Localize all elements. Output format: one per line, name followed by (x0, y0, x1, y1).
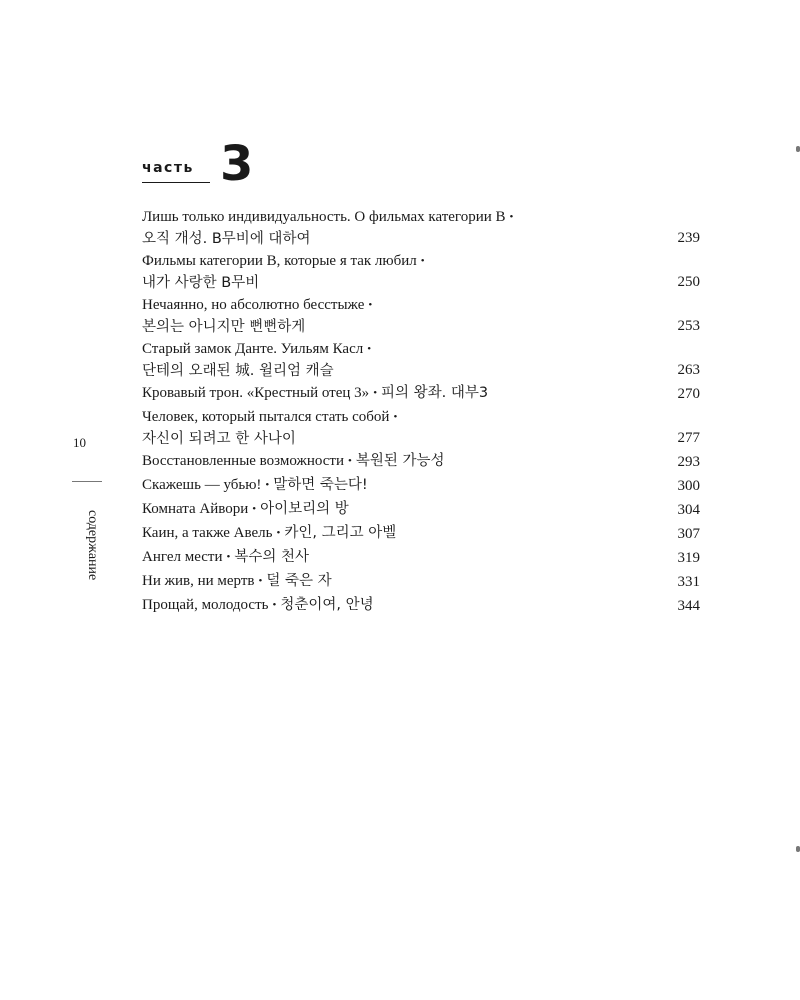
bullet-separator: • (509, 211, 514, 223)
bullet-separator: • (393, 411, 398, 423)
toc-entry (142, 250, 700, 294)
bullet-separator: • (258, 575, 263, 587)
entry-title-korean: 말하면 죽는다! (273, 477, 368, 493)
entry-title-russian: Фильмы категории B, которые я так любил (142, 253, 417, 269)
entry-title (142, 594, 642, 616)
entry-page-number: 331 (677, 574, 700, 590)
entry-title (142, 450, 642, 472)
page-number: 10 (73, 435, 86, 450)
toc-entry (142, 594, 700, 618)
toc-entry (142, 450, 700, 474)
entry-page-number: 239 (677, 230, 700, 246)
entry-page-number: 344 (677, 598, 700, 614)
bullet-separator: • (368, 299, 373, 311)
entry-title-russian: Каин, а также Авель (142, 525, 273, 541)
entry-title-korean: 덜 죽은 자 (266, 573, 332, 589)
entry-page-number: 293 (677, 454, 700, 470)
entry-title-korean: 오직 개성. B무비에 대하여 (142, 231, 311, 247)
entry-title (142, 570, 642, 592)
toc-entry (142, 206, 700, 250)
part-underline (142, 182, 210, 183)
entry-page-number: 304 (677, 502, 700, 518)
entry-title (142, 406, 642, 450)
entry-title (142, 382, 642, 404)
bullet-separator: • (226, 551, 231, 563)
entry-title-russian: Комната Айвори (142, 501, 249, 517)
toc-entry (142, 498, 700, 522)
entry-title-russian: Лишь только индивидуальность. О фильмах категории B (142, 209, 506, 225)
entry-title-korean: 피의 왕좌. 대부3 (381, 385, 489, 401)
part-label: часть (142, 160, 194, 176)
bullet-separator: • (276, 527, 281, 539)
entry-page-number: 277 (677, 430, 700, 446)
entry-title-korean: 자신이 되려고 한 사나이 (142, 431, 296, 447)
toc-entry (142, 382, 700, 406)
entry-page-number: 270 (677, 386, 700, 402)
edge-mark-top (796, 146, 800, 152)
entry-title (142, 546, 642, 568)
toc-entry (142, 546, 700, 570)
toc-entry (142, 338, 700, 382)
entry-page-number: 307 (677, 526, 700, 542)
toc-entry (142, 406, 700, 450)
entry-title-russian: Восстановленные возможности (142, 453, 345, 469)
bullet-separator: • (367, 343, 372, 355)
bullet-separator: • (252, 503, 257, 515)
entry-title-korean: 카인, 그리고 아벨 (284, 525, 397, 541)
bullet-separator: • (348, 455, 352, 467)
entry-title (142, 474, 642, 496)
entry-page-number: 250 (677, 274, 700, 290)
entry-title-russian: Прощай, молодость (142, 597, 269, 613)
part-heading (142, 136, 272, 192)
bullet-separator: • (265, 479, 270, 491)
entry-title-russian: Нечаянно, но абсолютно бесстыже (142, 297, 365, 313)
entry-title (142, 206, 642, 250)
entry-title-russian: Ангел мести (142, 549, 223, 565)
table-of-contents (142, 206, 700, 618)
margin-divider (72, 481, 102, 482)
entry-page-number: 253 (677, 318, 700, 334)
entry-page-number: 263 (677, 362, 700, 378)
entry-title-korean: 복수의 천사 (234, 549, 309, 565)
entry-title (142, 522, 642, 544)
entry-title-korean: 본의는 아니지만 뻔뻔하게 (142, 319, 306, 335)
edge-mark-bottom (796, 846, 800, 852)
bullet-separator: • (420, 255, 425, 267)
toc-entry (142, 294, 700, 338)
bullet-separator: • (373, 387, 378, 399)
entry-title (142, 338, 642, 382)
entry-title-korean: 복원된 가능성 (355, 453, 445, 469)
entry-title-russian: Кровавый трон. «Крестный отец 3» (142, 385, 370, 401)
entry-title (142, 250, 642, 294)
entry-page-number: 300 (677, 478, 700, 494)
entry-page-number: 319 (677, 550, 700, 566)
entry-title (142, 498, 642, 520)
toc-entry (142, 570, 700, 594)
entry-title-russian: Старый замок Данте. Уильям Касл (142, 341, 364, 357)
entry-title (142, 294, 642, 338)
entry-title-russian: Человек, который пытался стать собой (142, 409, 390, 425)
entry-title-russian: Ни жив, ни мертв (142, 573, 255, 589)
running-head: содержание (85, 510, 100, 581)
entry-title-korean: 청춘이여, 안녕 (280, 597, 374, 613)
entry-title-korean: 아이보리의 방 (260, 501, 349, 517)
toc-entry (142, 522, 700, 546)
bullet-separator: • (272, 599, 277, 611)
part-number: 3 (220, 136, 254, 192)
entry-title-korean: 단테의 오래된 城. 윌리엄 캐슬 (142, 363, 334, 379)
toc-entry (142, 474, 700, 498)
entry-title-korean: 내가 사랑한 B무비 (142, 275, 260, 291)
entry-title-russian: Скажешь — убью! (142, 477, 262, 493)
